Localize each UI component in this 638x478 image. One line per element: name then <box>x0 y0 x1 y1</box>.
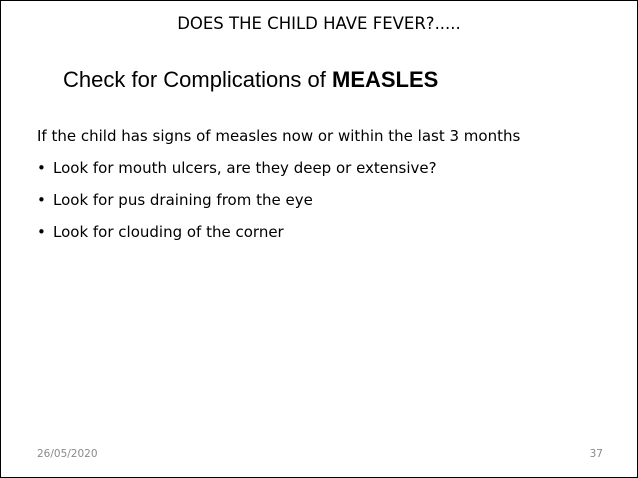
bullet-icon: • <box>37 159 46 177</box>
heading-text: Check for Complications of <box>63 67 332 92</box>
bullet-text: Look for pus draining from the eye <box>53 191 313 209</box>
slide-title: DOES THE CHILD HAVE FEVER?..... <box>177 14 461 33</box>
bullet-text: Look for clouding of the corner <box>53 223 284 241</box>
footer-date: 26/05/2020 <box>37 448 98 460</box>
heading-emphasis: MEASLES <box>332 67 439 92</box>
bullet-item <box>37 157 557 180</box>
page-number: 37 <box>589 448 603 460</box>
bullet-item <box>37 221 557 244</box>
bullet-icon: • <box>37 191 46 209</box>
intro-paragraph: If the child has signs of measles now or within the last 3 months <box>37 127 521 145</box>
bullet-text: Look for mouth ulcers, are they deep or extensive? <box>53 159 437 177</box>
bullet-icon: • <box>37 223 46 241</box>
slide-body <box>37 125 557 253</box>
bullet-item <box>37 189 557 212</box>
slide-heading <box>63 65 438 95</box>
